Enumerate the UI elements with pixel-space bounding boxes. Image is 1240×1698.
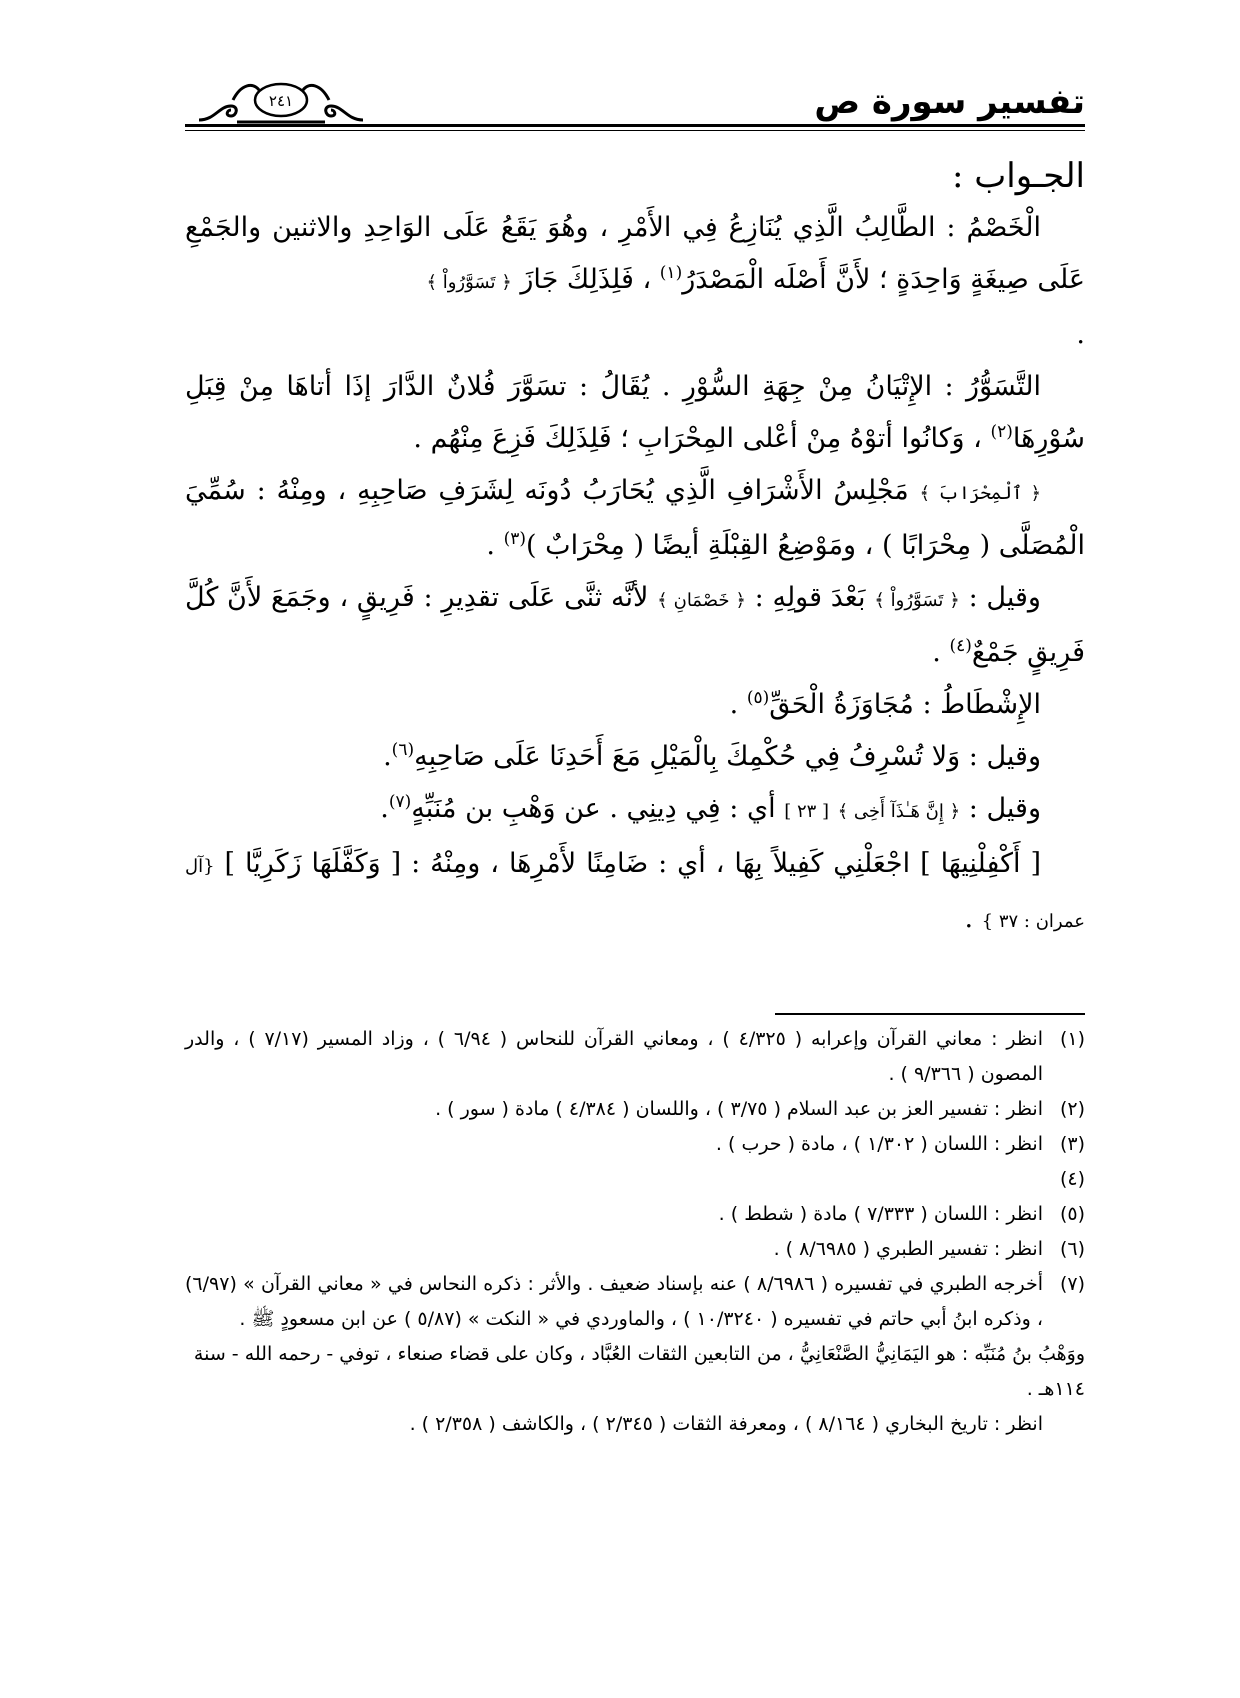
text: . <box>486 530 496 561</box>
text: أي : فِي دِينِي . عن وَهْبِ بن مُنَبِّهٍ <box>411 793 776 824</box>
footnote-5 <box>185 1197 1085 1232</box>
text: وقيل : وَلا تُسْرِفُ فِي حُكْمِكَ بِالْمَيْلِ مَعَ أَحَدِنَا عَلَى صَاحِبِهِ <box>414 741 1041 772</box>
paragraph-akfilniha <box>185 838 1085 948</box>
text: وقيل : <box>968 582 1041 613</box>
footnote-7 <box>185 1267 1085 1337</box>
text: الإِشْطَاطُ : مُجَاوَزَةُ الْحَقِّ <box>769 689 1041 720</box>
paragraph-khasm <box>185 202 1085 361</box>
text: لأنَّه ثنَّى عَلَى تقدِيرِ : فَرِيقٍ ، وجَمَعَ لأَنَّ كُلَّ فَرِيقٍ جَمْعٌ <box>185 582 1085 668</box>
quran-word: ﴿ تَسَوَّرُواْ ﴾ <box>426 272 512 293</box>
text: . <box>383 741 392 772</box>
footnote-1 <box>185 1022 1085 1092</box>
answer-heading: الجـواب : <box>952 156 1085 196</box>
footnote-refs: انظر : تاريخ البخاري ( ٨/١٦٤ ) ، ومعرفة الثقات ( ٢/٣٤٥ ) ، والكاشف ( ٢/٣٥٨ ) . <box>409 1413 1043 1435</box>
text: بَعْدَ قولِهِ : <box>754 582 866 613</box>
paragraph-ishtat <box>185 679 1085 731</box>
paragraph-tasawwur <box>185 361 1085 465</box>
footnote-ref-4[interactable]: (٤) <box>949 636 972 656</box>
paragraph-qila-3 <box>185 783 1085 838</box>
footnote-text: انظر : تفسير العز بن عبد السلام ( ٣/٧٥ ) ، واللسان ( ٤/٣٨٤ ) مادة ( سور ) . <box>435 1098 1043 1120</box>
footnote-separator <box>775 1013 1085 1015</box>
text: الْخَصْمُ : الطَّالِبُ الَّذِي يُنَازِعُ فِي الأَمْرِ ، وهُوَ يَقَعُ عَلَى الوَاحِدِ والاثنين والجَمْعِ عَلَى صِيغَةٍ وَاحِدَةٍ ؛ لأَنَّ أَصْلَه الْمَصْدَرُ <box>185 212 1085 295</box>
verse-number: [ ٢٣ ] <box>784 801 830 822</box>
paragraph-mihrab <box>185 465 1085 572</box>
footnote-number: (٣) <box>1059 1133 1085 1155</box>
quran-word: ﴿ ٱلْمِحْرَابَ ﴾ <box>919 483 1041 504</box>
footnote-3 <box>185 1127 1085 1162</box>
verse-reference: {آل عمران : ٣٧ } <box>185 856 1085 932</box>
footnote-text <box>185 1162 1043 1197</box>
quran-word: ﴿ خَصْمَانِ ﴾ <box>657 590 746 611</box>
text: . <box>729 689 739 720</box>
footnote-6 <box>185 1232 1085 1267</box>
footnote-number: (٧) <box>1059 1273 1085 1295</box>
footnote-number: (٤) <box>1059 1168 1085 1190</box>
footnotes <box>185 1022 1085 1442</box>
footnote-ref-5[interactable]: (٥) <box>746 688 770 708</box>
text: التَّسَوُّرُ : الإِتْيَانُ مِنْ جِهَةِ السُّوْرِ . يُقَالُ : تسَوَّرَ فُلانٌ الدَّارَ إذَا أتاهَا مِنْ قِبَلِ سُوْرِهَا <box>185 371 1085 454</box>
text: . <box>1076 319 1085 350</box>
footnote-ref-1[interactable]: (١) <box>659 263 683 283</box>
text: ، وَكانُوا أتوْهُ مِنْ أعْلى المِحْرَابِ ؛ فَلِذَلِكَ فَزِعَ مِنْهُم . <box>413 423 982 454</box>
footnote-number: (٢) <box>1059 1098 1085 1120</box>
paragraph-qila-1 <box>185 572 1085 679</box>
footnote-ref-6[interactable]: (٦) <box>391 740 415 760</box>
footnote-text: انظر : اللسان ( ٧/٣٣٣ ) مادة ( شطط ) . <box>718 1203 1043 1225</box>
main-text <box>185 150 1085 948</box>
page-title: تفسير سورة ص <box>814 82 1085 122</box>
page-header <box>185 80 1085 140</box>
text: مَجْلِسُ الأَشْرَافِ الَّذِي يُحَارَبُ دُونَه لِشَرَفِ صَاحِبِهِ ، ومِنْهُ : سُمِّيَ الْمُصَلَّى ( مِحْرَابًا ) ، ومَوْضِعُ القِبْلَةِ أيضًا ( مِحْرَابٌ ) <box>185 475 1085 561</box>
text: . <box>932 637 941 668</box>
text: . <box>964 903 974 934</box>
quran-word: ﴿ تَسَوَّرُواْ ﴾ <box>874 590 960 611</box>
footnote-number: (٥) <box>1059 1203 1085 1225</box>
quran-word: ﴿ إِنَّ هَـٰذَآ أَخِى ﴾ <box>837 801 961 822</box>
footnote-ref-7[interactable]: (٧) <box>388 792 412 812</box>
footnote-ref-2[interactable]: (٢) <box>990 422 1013 442</box>
footnote-ref-3[interactable]: (٣) <box>503 529 527 549</box>
footnote-number: (١) <box>1059 1028 1085 1050</box>
page-number: ٢٤١ <box>268 92 294 110</box>
text: ، فَلِذَلِكَ جَازَ <box>520 264 652 295</box>
text: . <box>380 793 389 824</box>
footnote-text: انظر : تفسير الطبري ( ٨/٦٩٨٥ ) . <box>773 1238 1043 1260</box>
footnote-number: (٦) <box>1059 1238 1085 1260</box>
text: وقيل : <box>968 793 1041 824</box>
footnote-text: أخرجه الطبري في تفسيره ( ٨/٦٩٨٦ ) عنه بإسناد ضعيف . والأثر : ذكره النحاس في « معاني القرآن » (٦/٩٧) ، وذكره ابنُ أبي حاتم في تفسيره ( ١٠/٣٢٤٠ ) ، والماوردي في « النكت » (٥/٨٧ ) عن ابن مسعودٍ ﷺ . <box>185 1273 1044 1330</box>
header-rule-thin <box>185 130 1085 131</box>
footnote-text: انظر : اللسان ( ١/٣٠٢ ) ، مادة ( حرب ) . <box>715 1133 1043 1155</box>
footnote-2 <box>185 1092 1085 1127</box>
footnote-bio: ووَهْبُ بنُ مُنَبِّه : هو اليَمَانِيُّ الصَّنْعَانِيُّ ، من التابعين الثقات العُبَّاد ، وكان على قضاء صنعاء ، توفي - رحمه الله - سنة ١١٤هـ . <box>193 1343 1085 1400</box>
text: [ أَكْفِلْنِيهَا ] اجْعَلْنِي كَفِيلاً بِهَا ، أي : ضَامِنًا لأَمْرِهَا ، ومِنْهُ : [ وَكَفَّلَهَا زَكَرِيَّا ] <box>224 848 1041 879</box>
header-rule <box>185 124 1085 127</box>
footnote-text: انظر : معاني القرآن وإعرابه ( ٤/٣٢٥ ) ، ومعاني القرآن للنحاس ( ٦/٩٤ ) ، وزاد المسير (٧/١٧ ) ، والدر المصون ( ٩/٣٦٦ ) . <box>185 1028 1043 1085</box>
footnote-4 <box>185 1162 1085 1197</box>
paragraph-qila-2 <box>185 731 1085 783</box>
